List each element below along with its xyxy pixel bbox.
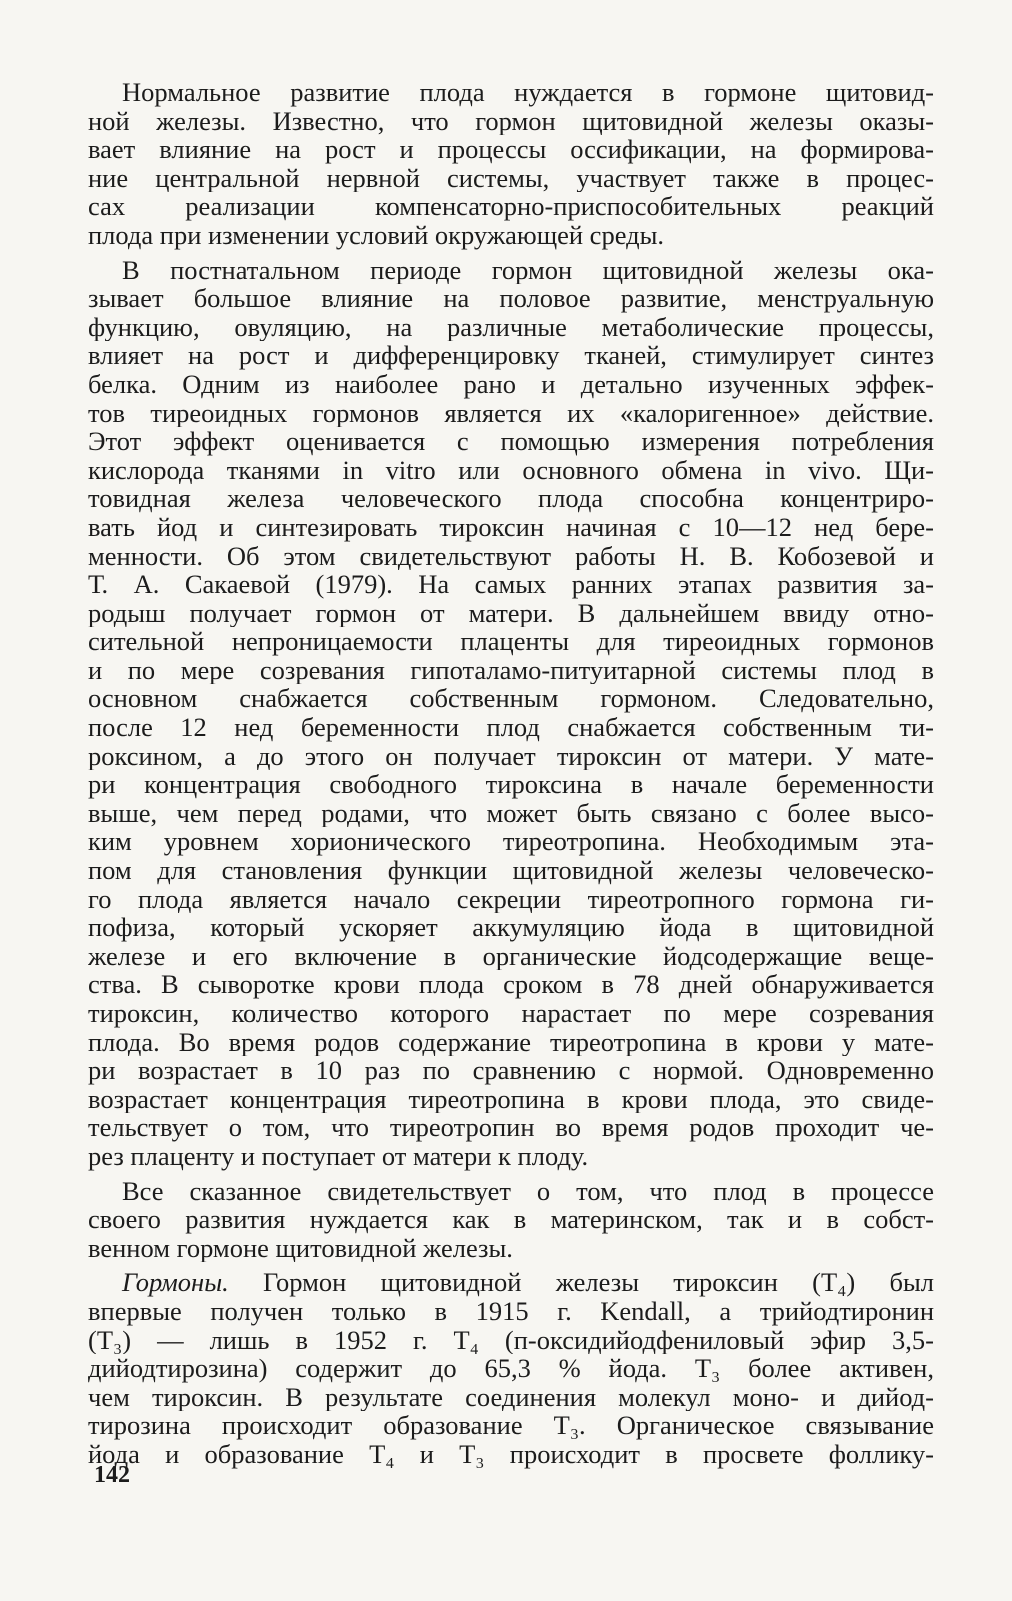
paragraph-3 — [88, 1177, 934, 1263]
text-line: влияет на рост и дифференцировку тканей, стимулирует синтез — [88, 341, 934, 370]
text-line: товидная железа человеческого плода способна концентриро- — [88, 484, 934, 513]
text-line: Т. А. Сакаевой (1979). На самых ранних этапах развития за- — [88, 570, 934, 599]
text-line: Нормальное развитие плода нуждается в гормоне щитовид- — [122, 78, 934, 107]
text-line: сах реализации компенсаторно-приспособительных реакций — [88, 192, 934, 221]
page-number: 142 — [94, 1462, 130, 1488]
paragraph-4 — [88, 1268, 934, 1468]
text-line: йода и образование T₄ и T₃ происходит в просвете фоллику- — [88, 1439, 934, 1469]
text-line: чем тироксин. В результате соединения молекул моно- и дийод- — [88, 1382, 934, 1412]
text-line: менности. Об этом свидетельствуют работы Н. В. Кобозевой и — [88, 541, 934, 571]
paragraph-2 — [88, 256, 934, 1171]
text-line: го плода является начало секреции тиреотропного гормона ги- — [88, 884, 934, 914]
body-text — [88, 78, 934, 1469]
text-line: выше, чем перед родами, что может быть связано с более высо- — [88, 798, 934, 828]
text-line: Все сказанное свидетельствует о том, что плод в процессе — [122, 1176, 934, 1206]
text-line: тирозина происходит образование T₃. Органическое связывание — [88, 1411, 934, 1440]
text-line: функцию, овуляцию, на различные метаболические процессы, — [88, 312, 934, 342]
text-line: рез плаценту и поступает от матери к плоду. — [88, 1141, 589, 1171]
text-line: зывает большое влияние на половое развитие, менструальную — [88, 284, 934, 313]
text-line: после 12 нед беременности плод снабжается собственным ти- — [88, 713, 934, 742]
text-line: Этот эффект оценивается с помощью измерения потребления — [88, 427, 934, 456]
text-line: своего развития нуждается как в материнском, так и в собст- — [88, 1205, 934, 1234]
text-line: ной железы. Известно, что гормон щитовидной железы оказы- — [88, 106, 934, 136]
text-line — [88, 1268, 934, 1297]
text-line: вать йод и синтезировать тироксин начиная с 10—12 нед бере- — [88, 512, 934, 542]
text-line: тельствует о том, что тиреотропин во время родов проходит че- — [88, 1113, 934, 1142]
text-line: ким уровнем хорионического тиреотропина. Необходимым эта- — [88, 827, 934, 857]
text-line: вает влияние на рост и процессы оссификации, на формирова- — [88, 135, 934, 164]
text-line: железе и его включение в органические йодсодержащие веще- — [88, 941, 934, 971]
text-line: кислорода тканями in vitro или основного обмена in vivo. Щи- — [88, 455, 934, 485]
text-line: дийодтирозина) содержит до 65,3 % йода. T₃ более активен, — [88, 1354, 934, 1383]
text-line: плода при изменении условий окружающей среды. — [88, 220, 665, 250]
text-line: ри концентрация свободного тироксина в начале беременности — [88, 770, 934, 799]
text-line: белка. Одним из наиболее рано и детально изученных эффек- — [88, 369, 934, 399]
text-line: впервые получен только в 1915 г. Kendall, а трийодтиронин — [88, 1296, 934, 1326]
text-line: и по мере созревания гипоталамо-питуитарной системы плод в — [88, 655, 934, 685]
text-line: (T₃) — лишь в 1952 г. T₄ (п-оксидийодфениловый эфир 3,5- — [88, 1325, 934, 1355]
text-line: тироксин, количество которого нарастает по мере созревания — [88, 999, 934, 1028]
text-line: тов тиреоидных гормонов является их «калоригенное» действие. — [88, 398, 934, 428]
text-line: плода. Во время родов содержание тиреотропина в крови у мате- — [88, 1027, 934, 1057]
text-line: В постнатальном периоде гормон щитовидной железы ока- — [122, 255, 934, 285]
text-line: ства. В сыворотке крови плода сроком в 78 дней обнаруживается — [88, 970, 934, 999]
text-line: сительной непроницаемости плаценты для тиреоидных гормонов — [88, 627, 934, 656]
text-line: роксином, а до этого он получает тироксин от матери. У мате- — [88, 741, 934, 771]
paragraph-1 — [88, 78, 934, 250]
text-line: пом для становления функции щитовидной железы человеческо- — [88, 856, 934, 885]
section-lead: Гормоны. — [122, 1268, 229, 1297]
text-run: Гормон щитовидной железы тироксин (T₄) был — [228, 1268, 934, 1297]
text-line: пофиза, который ускоряет аккумуляцию йода в щитовидной — [88, 913, 934, 942]
text-line: ри возрастает в 10 раз по сравнению с нормой. Одновременно — [88, 1056, 934, 1085]
text-line: возрастает концентрация тиреотропина в крови плода, это свиде- — [88, 1084, 934, 1114]
text-line: основном снабжается собственным гормоном. Следовательно, — [88, 684, 934, 714]
text-line: венном гормоне щитовидной железы. — [88, 1233, 513, 1263]
text-line: родыш получает гормон от матери. В дальнейшем ввиду отно- — [88, 598, 934, 628]
text-line: ние центральной нервной системы, участвует также в процес- — [88, 163, 934, 193]
